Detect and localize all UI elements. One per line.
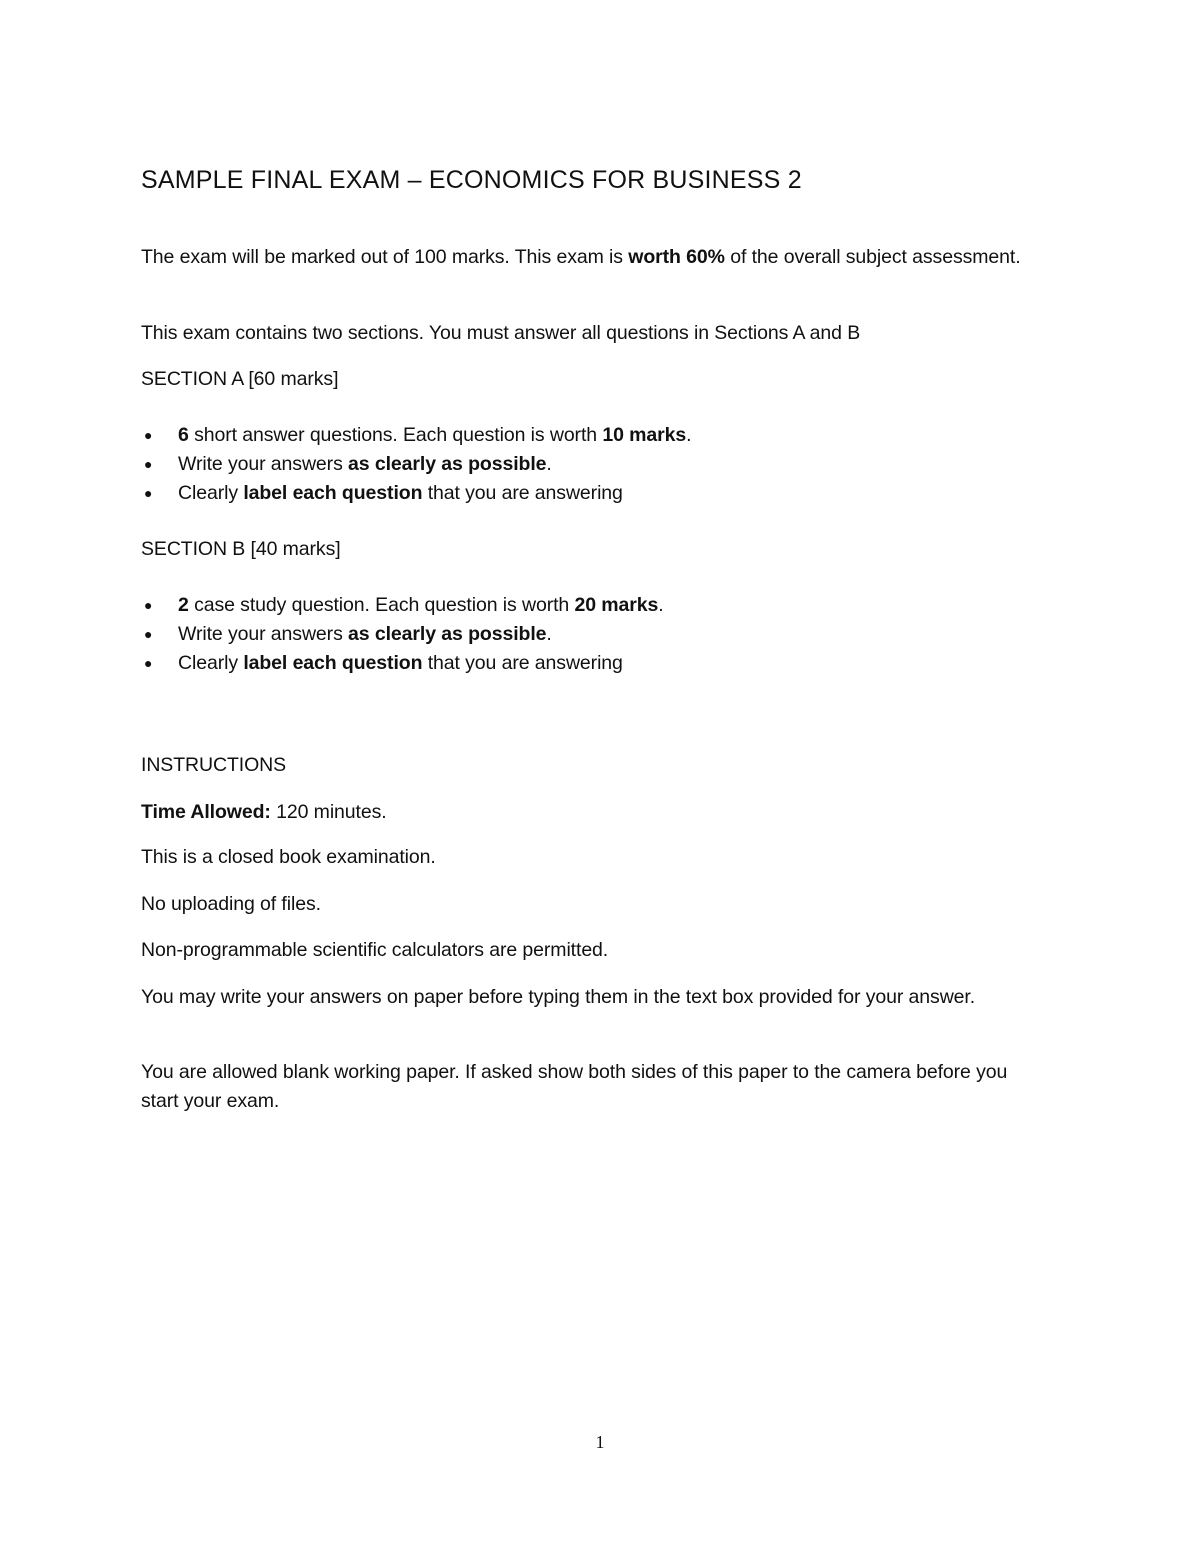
bullet-text: Write your answers <box>178 623 349 645</box>
instruction-line: Non-programmable scientific calculators are permitted. <box>141 939 609 961</box>
page-number: 1 <box>595 1432 605 1452</box>
section-b-heading: SECTION B [40 marks] <box>141 538 341 560</box>
bullet-text: . <box>546 623 552 645</box>
intro-text-start: The exam will be marked out of 100 marks. This exam is <box>141 246 629 268</box>
list-item <box>141 479 691 508</box>
time-allowed-label: Time Allowed: <box>141 801 271 823</box>
bullet-text: . <box>686 424 692 446</box>
bullet-bold-text: 2 <box>178 594 189 616</box>
bullet-text: that you are answering <box>422 652 623 674</box>
list-item <box>141 591 664 620</box>
bullet-icon: ● <box>144 626 153 642</box>
intro-paragraph-marks <box>141 243 1021 272</box>
bullet-bold-text: as clearly as possible <box>348 623 547 645</box>
instruction-line: You are allowed blank working paper. If asked show both sides of this paper to the camera before you start your exam. <box>141 1061 1008 1112</box>
list-item <box>141 421 691 450</box>
list-item <box>141 450 691 479</box>
bullet-bold-text: label each question <box>243 652 423 674</box>
instruction-line: You may write your answers on paper before typing them in the text box provided for your answer. <box>141 986 976 1008</box>
bullet-text: Clearly <box>178 652 244 674</box>
bullet-icon: ● <box>144 456 153 472</box>
bullet-text: Write your answers <box>178 453 349 475</box>
bullet-icon: ● <box>144 485 153 501</box>
bullet-icon: ● <box>144 597 153 613</box>
list-item <box>141 620 664 649</box>
bullet-text: case study question. Each question is worth <box>188 594 575 616</box>
bullet-text: short answer questions. Each question is worth <box>188 424 603 446</box>
list-item <box>141 649 664 678</box>
section-a-bullet-list <box>141 421 691 508</box>
bullet-bold-text: as clearly as possible <box>348 453 547 475</box>
instructions-heading: INSTRUCTIONS <box>141 754 287 776</box>
section-a-heading: SECTION A [60 marks] <box>141 368 339 390</box>
bullet-icon: ● <box>144 427 153 443</box>
intro-weight-emphasis: worth 60% <box>628 246 725 268</box>
bullet-bold-text: label each question <box>243 482 423 504</box>
instruction-line: This is a closed book examination. <box>141 846 436 868</box>
section-b-bullet-list <box>141 591 664 678</box>
time-allowed-value: 120 minutes. <box>270 801 387 823</box>
instruction-line: No uploading of files. <box>141 893 321 915</box>
bullet-text: . <box>546 453 552 475</box>
intro-paragraph-sections: This exam contains two sections. You must answer all questions in Sections A and B <box>141 322 861 344</box>
time-allowed <box>141 798 387 827</box>
exam-title: SAMPLE FINAL EXAM – ECONOMICS FOR BUSINESS 2 <box>141 166 802 194</box>
bullet-text: Clearly <box>178 482 244 504</box>
bullet-icon: ● <box>144 655 153 671</box>
bullet-text: that you are answering <box>422 482 623 504</box>
bullet-bold-text: 10 marks <box>602 424 687 446</box>
intro-text-end: of the overall subject assessment. <box>724 246 1021 268</box>
bullet-bold-text: 6 <box>178 424 189 446</box>
bullet-bold-text: 20 marks <box>574 594 659 616</box>
bullet-text: . <box>658 594 664 616</box>
